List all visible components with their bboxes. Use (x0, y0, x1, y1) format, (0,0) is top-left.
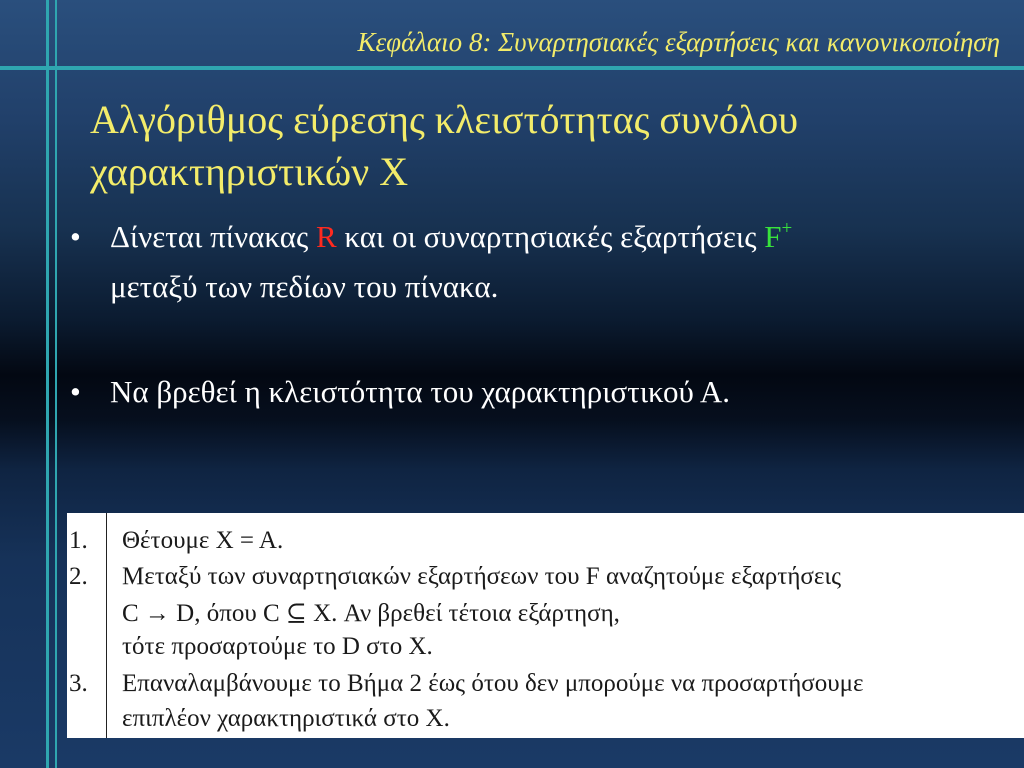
step-3-line-1: Επαναλαμβάνουμε το Βήμα 2 έως ότου δεν μπορούμε να προσαρτήσουμε (122, 670, 864, 697)
step-number-3: 3. (69, 670, 88, 697)
step-number-1: 1. (69, 527, 88, 554)
slide-title-line-1: Αλγόριθμος εύρεσης κλειστότητας συνόλου (90, 97, 799, 142)
step-2-line-2: C → D, όπου C ⊆ X. Αν βρεθεί τέτοια εξάρτηση, (122, 600, 620, 627)
slide-title (90, 94, 990, 198)
bullet-dot-icon: • (70, 374, 81, 409)
left-accent-line-2 (55, 0, 57, 768)
step-1-line-1: Θέτουμε X = A. (122, 527, 284, 554)
step-number-2: 2. (69, 563, 88, 590)
header-divider-line (0, 66, 1024, 70)
dependencies-f: F+ (764, 218, 793, 254)
slide-title-line-2: χαρακτηριστικών Χ (90, 149, 409, 194)
bullet-text-2: Να βρεθεί η κλειστότητα του χαρακτηριστικού Α. (110, 374, 731, 409)
algorithm-box (67, 513, 1024, 738)
algorithm-column-divider (106, 513, 107, 738)
bullet-dot-icon: • (70, 219, 81, 254)
bullet-item-2 (70, 367, 1000, 417)
chapter-header: Κεφάλαιο 8: Συναρτησιακές εξαρτήσεις και κανονικοποίηση (357, 27, 1000, 57)
bullet-item-1 (70, 212, 1000, 312)
relation-r: R (315, 219, 337, 254)
bullet-text-1: Δίνεται πίνακας R και οι συναρτησιακές εξαρτήσεις F+ μεταξύ των πεδίων του πίνακα. (110, 218, 793, 304)
step-2-line-1: Μεταξύ των συναρτησιακών εξαρτήσεων του F αναζητούμε εξαρτήσεις (122, 563, 841, 590)
step-3-line-2: επιπλέον χαρακτηριστικά στο X. (122, 705, 450, 732)
step-2-line-3: τότε προσαρτούμε το D στο X. (122, 633, 433, 660)
left-accent-line-1 (46, 0, 49, 768)
